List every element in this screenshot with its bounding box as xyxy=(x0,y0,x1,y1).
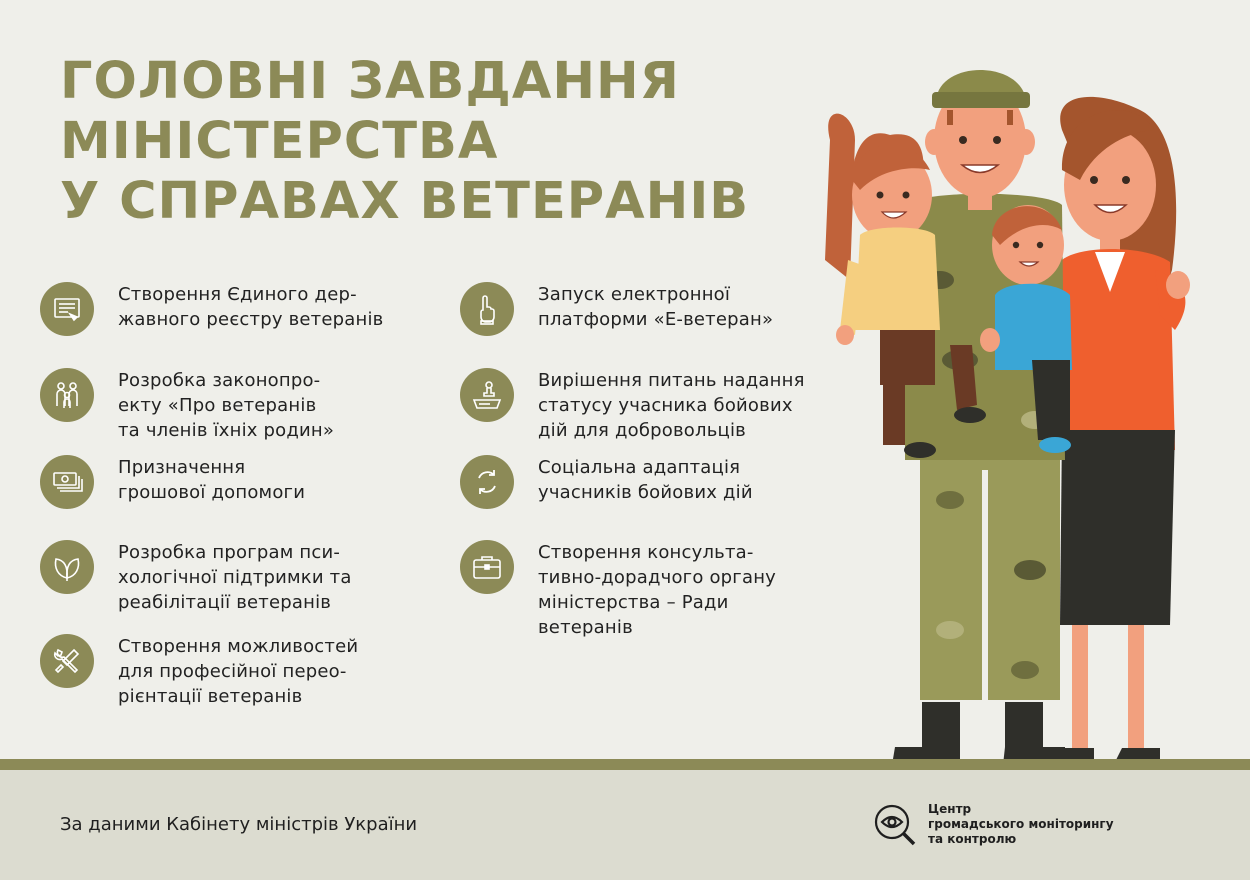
task-text: Створення можливостей для професійної перео- рієнтації ветеранів xyxy=(118,636,359,707)
task-item xyxy=(40,540,352,615)
veteran-family-illustration xyxy=(800,30,1220,775)
task-item xyxy=(40,634,358,709)
title-line-2: МІНІСТЕРСТВА xyxy=(60,112,499,171)
organization-name xyxy=(928,802,1114,847)
task-item xyxy=(40,455,305,509)
footer-divider xyxy=(0,759,1250,770)
task-text: Соціальна адаптація учасників бойових дій xyxy=(538,457,753,503)
task-item xyxy=(40,282,383,336)
task-text: Створення Єдиного дер- жавного реєстру ветеранів xyxy=(118,284,384,330)
leaves-icon xyxy=(40,540,94,594)
task-item xyxy=(460,540,776,640)
task-text: Призначення грошової допомоги xyxy=(118,457,306,503)
magnifier-eye-icon xyxy=(870,800,920,850)
task-text: Розробка програм пси- хологічної підтримки та реабілітації ветеранів xyxy=(118,542,352,613)
money-stack-icon xyxy=(40,455,94,509)
family-icon xyxy=(40,368,94,422)
page-title xyxy=(60,52,820,232)
org-name-line-1: Центр xyxy=(928,802,972,816)
briefcase-icon xyxy=(460,540,514,594)
task-item xyxy=(460,455,753,509)
stamp-icon xyxy=(460,368,514,422)
task-item xyxy=(460,368,805,443)
title-line-1: ГОЛОВНІ ЗАВДАННЯ xyxy=(60,52,680,111)
task-text: Створення консульта- тивно-дорадчого органу міністерства – Ради ветеранів xyxy=(538,542,777,638)
org-name-line-3: та контролю xyxy=(928,832,1017,846)
woman-figure xyxy=(1050,97,1190,760)
cycle-arrows-icon xyxy=(460,455,514,509)
task-text: Вирішення питань надання статусу учасника бойових дій для добровольців xyxy=(538,370,805,441)
task-item xyxy=(40,368,334,443)
task-item xyxy=(460,282,773,336)
org-name-line-2: громадського моніторингу xyxy=(928,817,1114,831)
tools-icon xyxy=(40,634,94,688)
registry-document-icon xyxy=(40,282,94,336)
title-line-3: У СПРАВАХ ВЕТЕРАНІВ xyxy=(60,172,750,231)
pointing-hand-icon xyxy=(460,282,514,336)
data-source-note: За даними Кабінету міністрів України xyxy=(60,814,418,835)
task-text: Розробка законопро- екту «Про ветеранів та членів їхніх родин» xyxy=(118,370,335,441)
task-text: Запуск електронної платформи «Е-ветеран» xyxy=(538,284,774,330)
